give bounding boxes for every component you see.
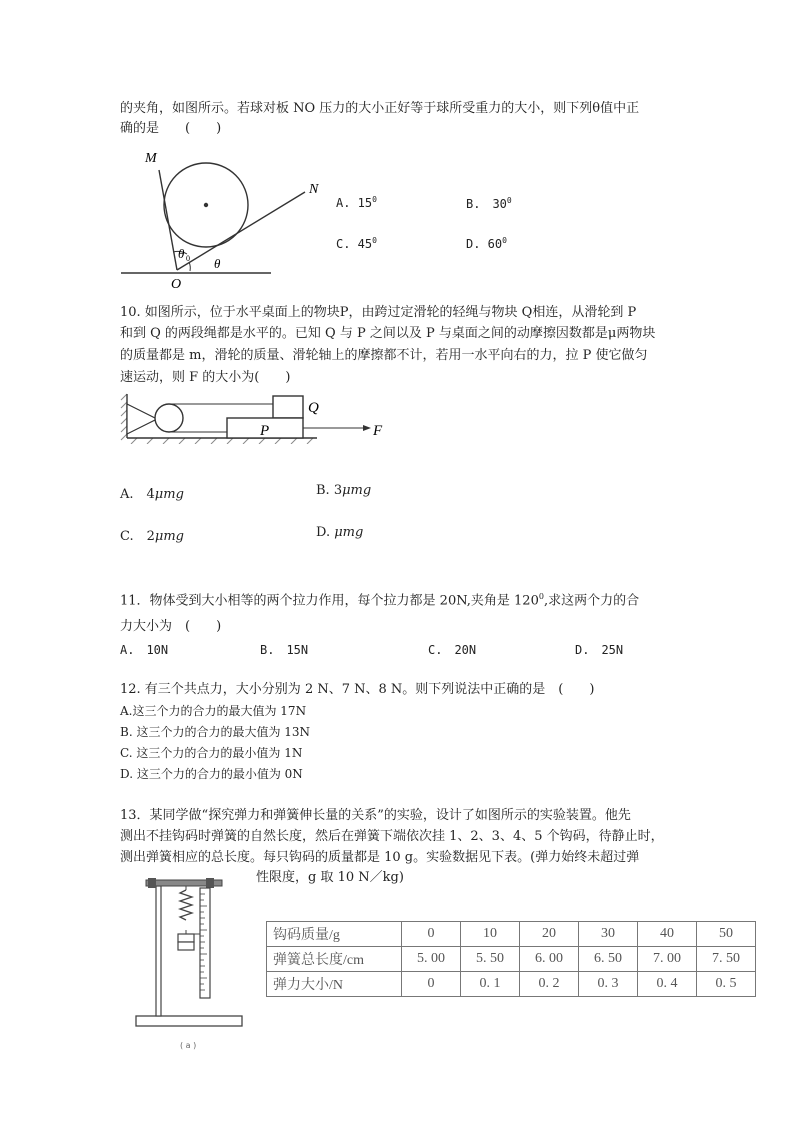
table-cell: 6. 00 <box>520 947 579 972</box>
q12-text-line1: 12. 有三个共点力，大小分别为 2 N、7 N、8 N。则下列说法中正确的是 ( ) <box>120 682 595 697</box>
table-row <box>267 922 756 947</box>
q10-figure <box>117 392 392 444</box>
q13-data-table-wrap <box>266 921 756 997</box>
table-cell: 10 <box>461 922 520 947</box>
label-m: M <box>145 151 157 166</box>
spring <box>180 890 192 920</box>
q11-option-a: A. 10N <box>120 643 169 657</box>
ball-center <box>204 203 208 207</box>
q10-option-b: B. 3μmg <box>316 483 372 498</box>
q10-option-c: C. 2μmg <box>120 529 184 544</box>
table-cell: 0 <box>402 972 461 997</box>
q11-text-line2: 力大小为 ( ) <box>120 619 222 634</box>
q12-option-d: D. 这三个力的合力的最小值为 0N <box>120 767 303 781</box>
q12-option-a: A.这三个力的合力的最大值为 17N <box>120 704 307 718</box>
ruler-clamp <box>206 878 214 888</box>
board-on <box>177 192 305 270</box>
q9-figure <box>115 148 330 288</box>
label-o: O <box>171 277 182 288</box>
ruler <box>200 888 210 998</box>
table-cell: 0. 3 <box>579 972 638 997</box>
label-n: N <box>309 182 319 197</box>
stand-base <box>136 1016 242 1026</box>
q9-option-a: A. $15^0$ <box>336 195 377 210</box>
q11-option-b: B. 15N <box>260 643 309 657</box>
q12-option-c: C. 这三个力的合力的最小值为 1N <box>120 746 303 760</box>
q9-option-c: C. $45^0$ <box>336 236 377 251</box>
arm-clamp <box>148 878 156 888</box>
q12-option-b: B. 这三个力的合力的最大值为 13N <box>120 725 311 739</box>
table-row <box>267 972 756 997</box>
row-header: 弹力大小/N <box>267 972 402 997</box>
label-theta0-sub: 0 <box>186 254 190 263</box>
board-om <box>159 170 177 270</box>
table-cell: 5. 50 <box>461 947 520 972</box>
table-cell: 0 <box>402 922 461 947</box>
label-f: F <box>373 423 383 439</box>
label-q: Q <box>308 400 319 416</box>
q10-text-line4: 速运动，则 F 的大小为( ) <box>120 370 291 385</box>
label-theta0: θ <box>178 246 185 261</box>
figure-caption: ( a ) <box>180 1041 197 1050</box>
angle-theta-arc <box>189 262 190 271</box>
row-header: 钩码质量/g <box>267 922 402 947</box>
q11-text-line1: 11．物体受到大小相等的两个拉力作用，每个拉力都是 20N,夹角是 $120^0$,求这两个力的合 <box>120 592 640 609</box>
table-cell: 0. 1 <box>461 972 520 997</box>
pulley-bracket <box>127 404 157 434</box>
table-cell: 20 <box>520 922 579 947</box>
table-cell: 7. 50 <box>697 947 756 972</box>
table-cell: 0. 4 <box>638 972 697 997</box>
pulley <box>155 404 183 432</box>
table-cell: 0. 5 <box>697 972 756 997</box>
table-cell: 5. 00 <box>402 947 461 972</box>
q13-text-line3: 测出弹簧相应的总长度。每只钩码的质量都是 10 g。实验数据见下表。(弹力始终未超过弹 <box>120 850 640 865</box>
q13-text-line4: 性限度，g 取 10 N／kg) <box>256 870 404 885</box>
q10-text-line2: 和到 Q 的两段绳都是水平的。已知 Q 与 P 之间以及 P 与桌面之间的动摩擦因数都是μ两物块 <box>120 326 656 341</box>
force-arrowhead <box>363 425 371 431</box>
block-q <box>273 396 303 418</box>
q9-option-b: B. $30^0$ <box>466 196 512 211</box>
q13-text-line1: 13．某同学做“探究弹力和弹簧伸长量的关系”的实验，设计了如图所示的实验装置。他先 <box>120 808 631 823</box>
q10-text-line1: 10. 如图所示，位于水平桌面上的物块P，由跨过定滑轮的轻绳与物块 Q相连，从滑轮到 P <box>120 305 637 320</box>
q11-option-d: D. 25N <box>575 643 624 657</box>
table-row <box>267 947 756 972</box>
q9-text-line1: 的夹角，如图所示。若球对板 NO 压力的大小正好等于球所受重力的大小，则下列θ值中正 <box>120 101 640 116</box>
table-cell: 7. 00 <box>638 947 697 972</box>
stand-pole <box>156 886 161 1016</box>
label-theta: θ <box>214 256 221 271</box>
table-cell: 0. 2 <box>520 972 579 997</box>
hook-weight-1 <box>178 934 194 942</box>
label-p: P <box>260 423 270 439</box>
hook-weight-2 <box>178 942 194 950</box>
q10-option-a: A. 4μmg <box>120 487 184 502</box>
row-header: 弹簧总长度/cm <box>267 947 402 972</box>
table-cell: 40 <box>638 922 697 947</box>
q9-text-line2: 确的是 ( ) <box>120 121 222 136</box>
table-cell: 50 <box>697 922 756 947</box>
table-cell: 6. 50 <box>579 947 638 972</box>
q10-text-line3: 的质量都是 m，滑轮的质量、滑轮轴上的摩擦都不计，若用一水平向右的力，拉 P 使它做匀 <box>120 348 648 363</box>
q13-data-table <box>266 921 756 997</box>
q13-text-line2: 测出不挂钩码时弹簧的自然长度，然后在弹簧下端依次挂 1、2、3、4、5 个钩码，待静止时， <box>120 829 664 844</box>
q13-apparatus-figure <box>132 876 248 1052</box>
q11-option-c: C. 20N <box>428 643 477 657</box>
q9-option-d: D. $60^0$ <box>466 236 507 251</box>
q10-option-d: D. μmg <box>316 525 364 540</box>
table-cell: 30 <box>579 922 638 947</box>
